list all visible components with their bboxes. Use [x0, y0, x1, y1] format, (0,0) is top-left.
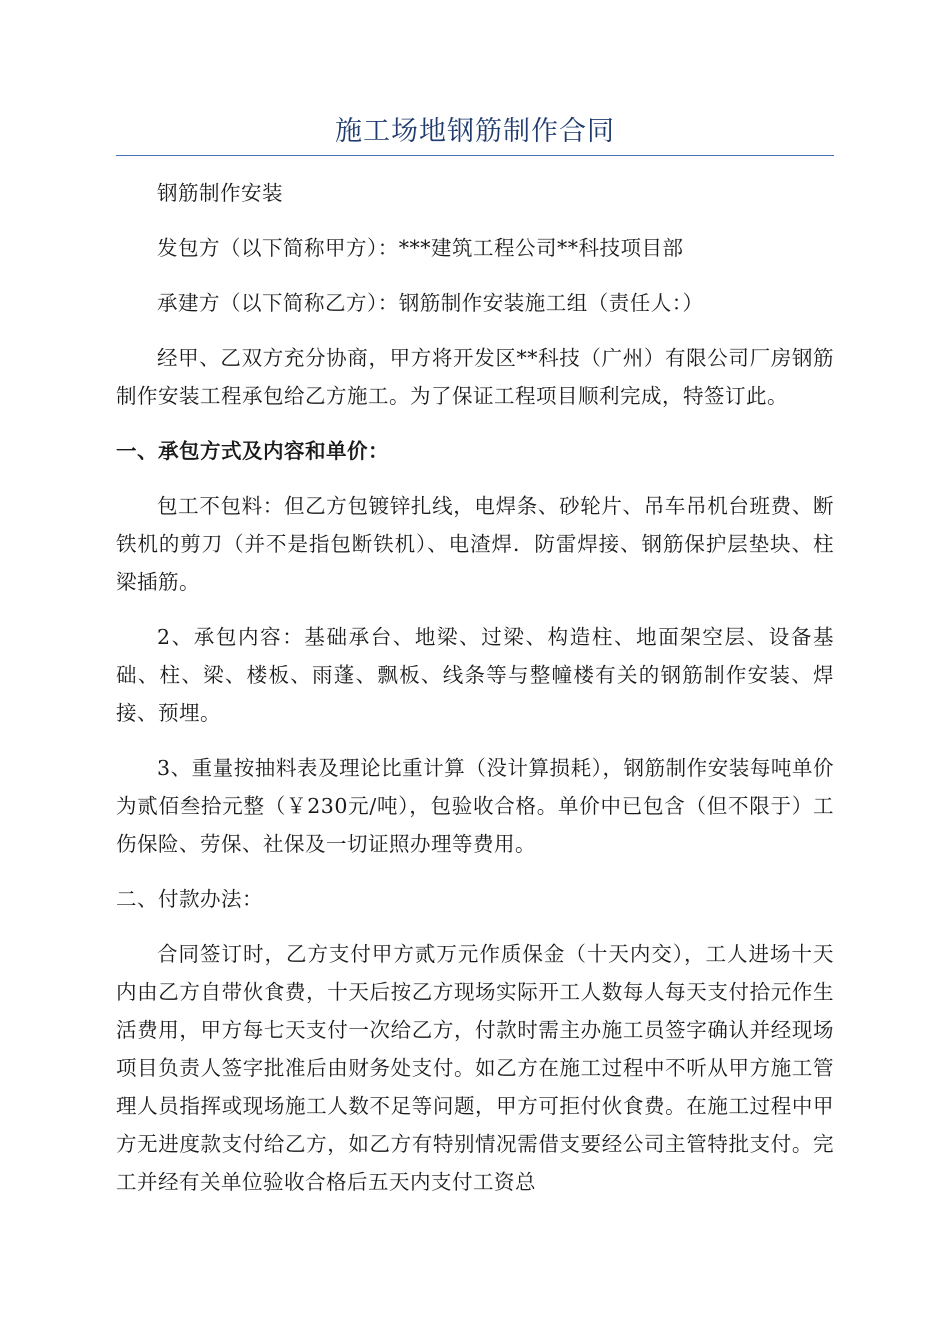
document-body — [116, 174, 834, 1218]
section-heading-2: 二、付款办法： — [116, 887, 263, 911]
clause-1-3: 3、重量按抽料表及理论比重计算（没计算损耗），钢筋制作安装每吨单价为贰佰叁拾元整（￥230元/吨），包验收合格。单价中已包含（但不限于）工伤保险、劳保、社保及一切证照办理等费用。 — [116, 756, 834, 856]
party-a-line: 发包方（以下简称甲方）：***建筑工程公司**科技项目部 — [157, 236, 684, 260]
title-underline — [116, 155, 834, 156]
clause-1-2: 2、承包内容：基础承台、地梁、过梁、构造柱、地面架空层、设备基础、柱、梁、楼板、雨蓬、飘板、线条等与整幢楼有关的钢筋制作安装、焊接、预埋。 — [116, 625, 834, 725]
clause-1-1: 包工不包料：但乙方包镀锌扎线，电焊条、砂轮片、吊车吊机台班费、断铁机的剪刀（并不是指包断铁机）、电渣焊．防雷焊接、钢筋保护层垫块、柱梁插筋。 — [116, 494, 834, 594]
section-heading-1: 一、承包方式及内容和单价： — [116, 439, 389, 463]
payment-paragraph: 合同签订时，乙方支付甲方贰万元作质保金（十天内交），工人进场十天内由乙方自带伙食费，十天后按乙方现场实际开工人数每人每天支付拾元作生活费用，甲方每七天支付一次给乙方，付款时需主办施工员签字确认并经现场项目负责人签字批准后由财务处支付。如乙方在施工过程中不听从甲方施工管理人员指挥或现场施工人数不足等问题，甲方可拒付伙食费。在施工过程中甲方无进度款支付给乙方，如乙方有特别情况需借支要经公司主管特批支付。完工并经有关单位验收合格后五天内支付工资总 — [116, 942, 834, 1194]
party-b-line: 承建方（以下简称乙方）：钢筋制作安装施工组（责任人：） — [157, 291, 704, 315]
subject-line: 钢筋制作安装 — [157, 181, 283, 205]
document-title: 施工场地钢筋制作合同 — [335, 116, 615, 147]
preamble-paragraph: 经甲、乙双方充分协商，甲方将开发区**科技（广州）有限公司厂房钢筋制作安装工程承包给乙方施工。为了保证工程项目顺利完成，特签订此。 — [116, 346, 834, 408]
